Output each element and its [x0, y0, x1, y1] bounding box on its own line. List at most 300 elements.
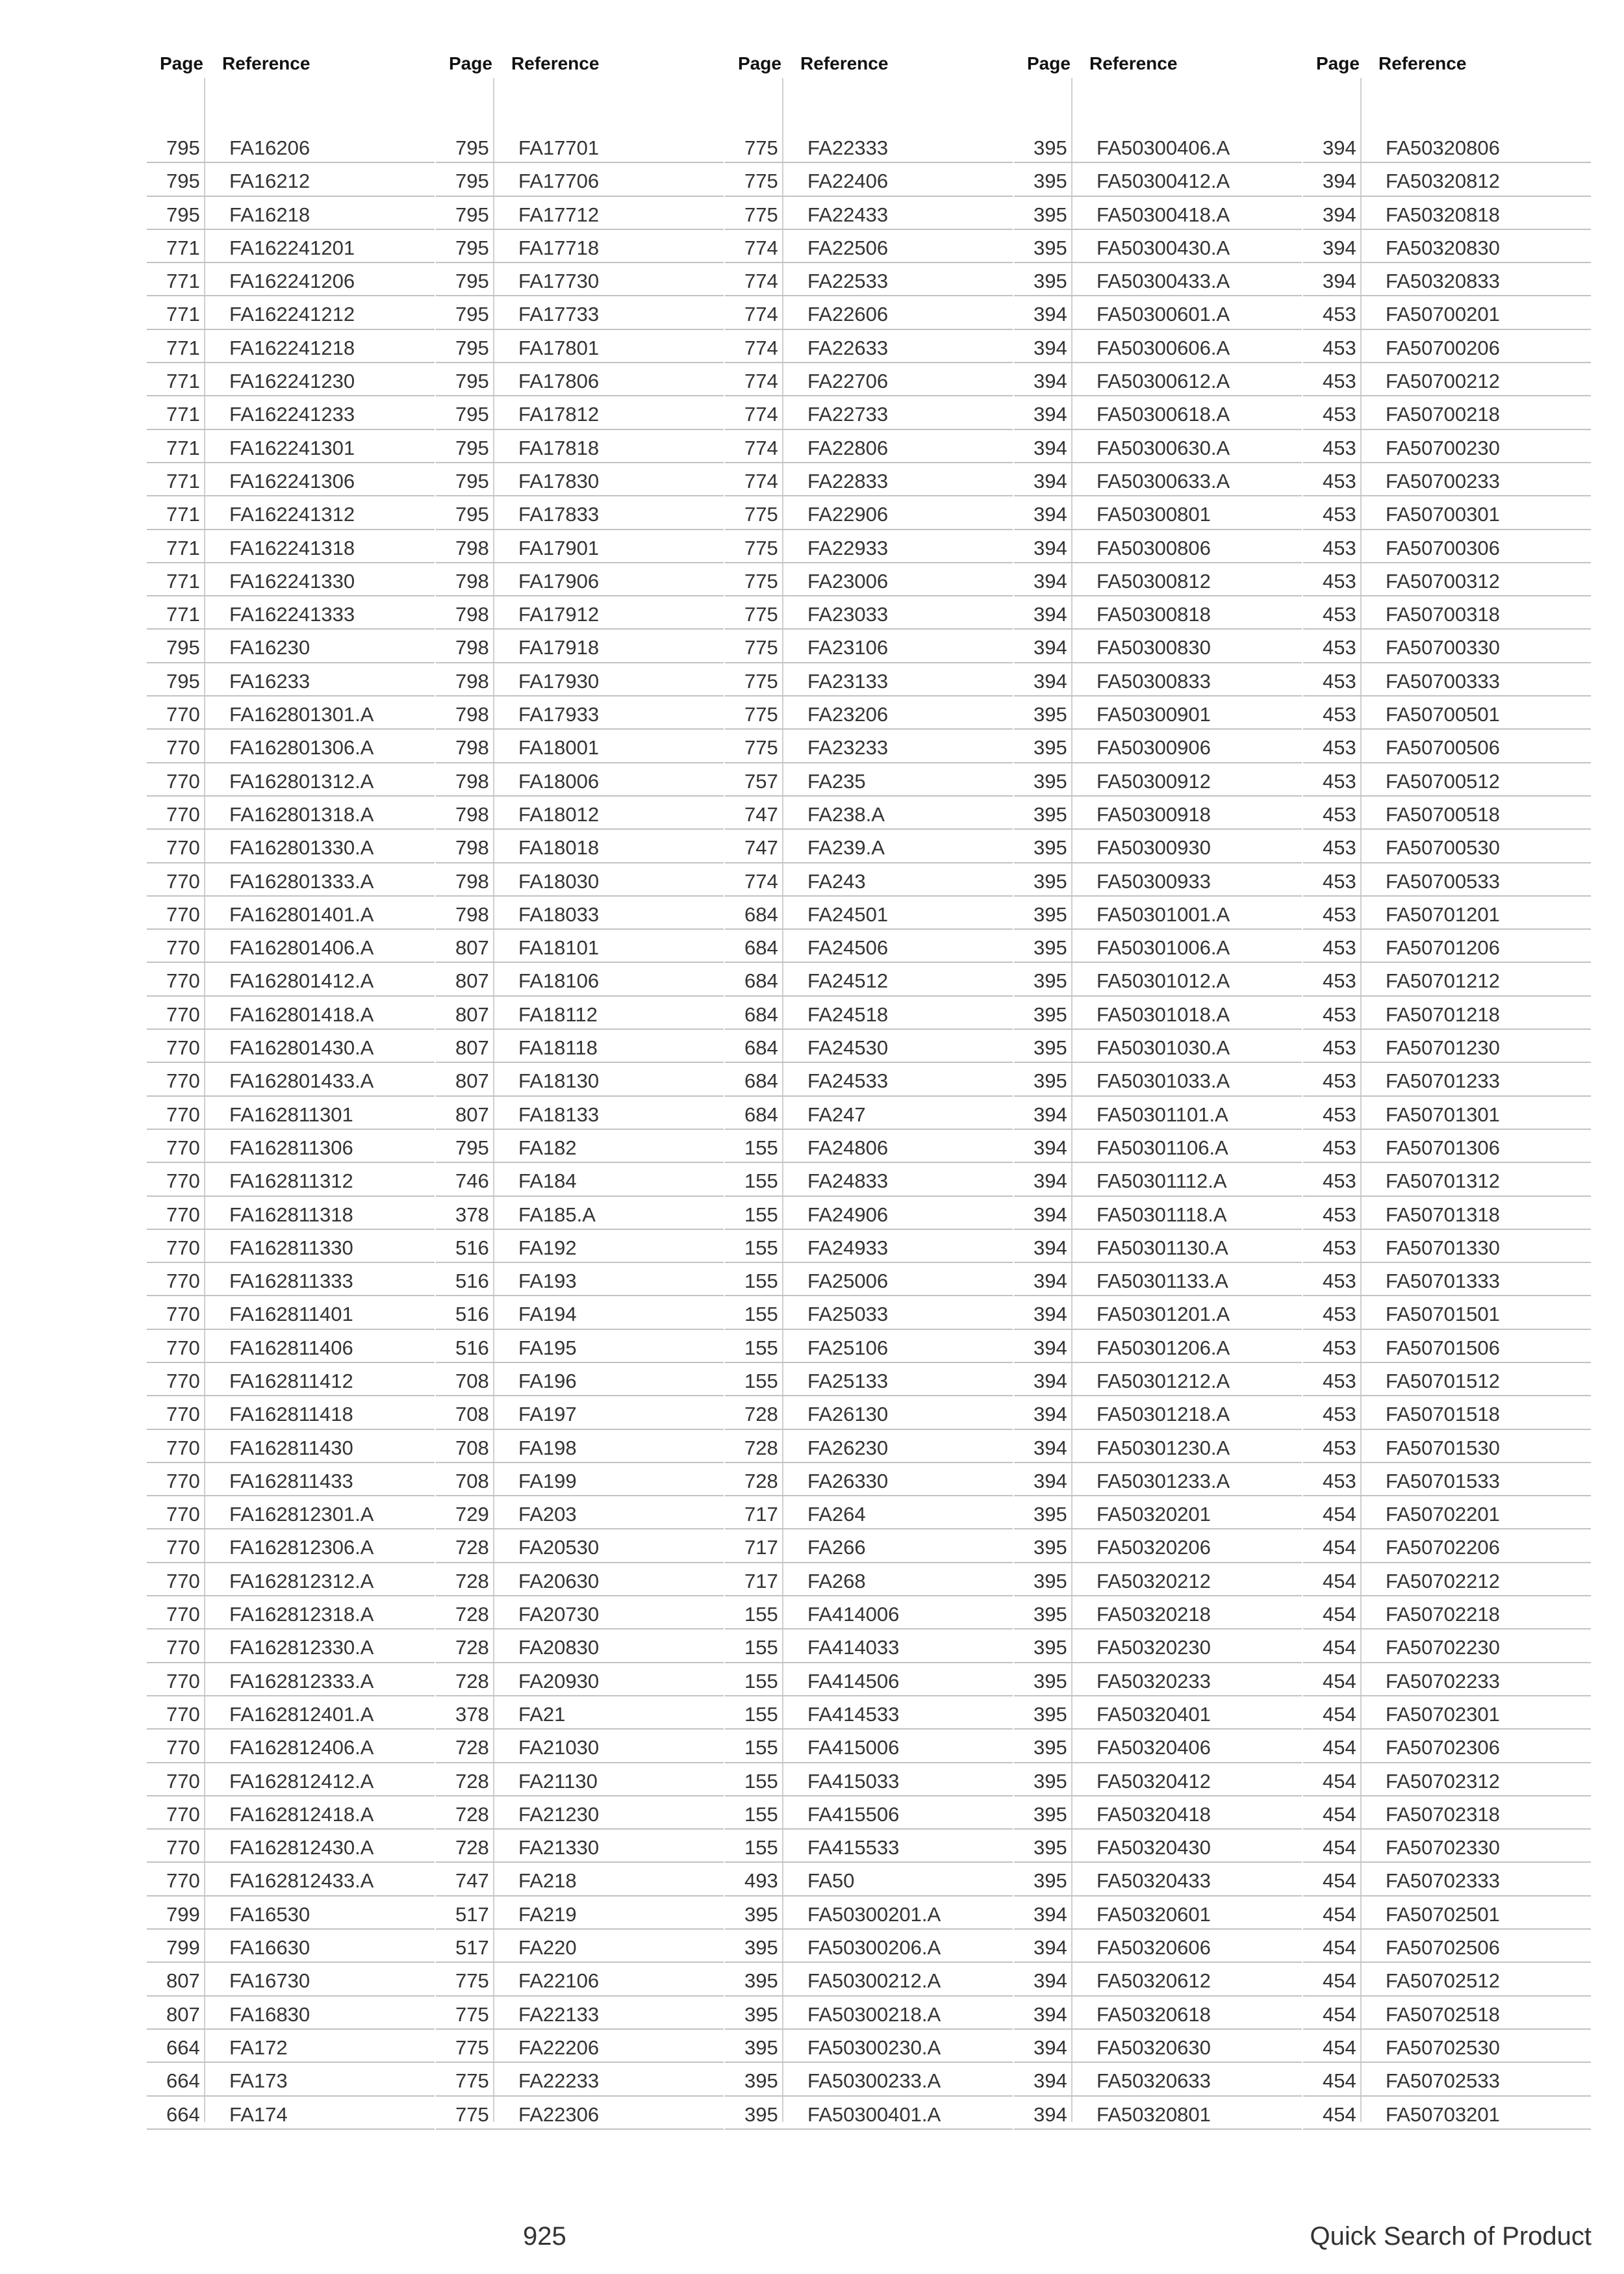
table-row	[1014, 2097, 1302, 2130]
table-row	[725, 1830, 1013, 1863]
page-cell: 770	[166, 1802, 200, 1826]
reference-cell: FA50301101.A	[1097, 1103, 1228, 1126]
page-cell: 395	[1034, 1036, 1067, 1060]
table-row	[1303, 163, 1591, 196]
table-row	[436, 797, 724, 830]
table-row	[436, 496, 724, 530]
page-cell: 770	[166, 1536, 200, 1559]
page-cell: 771	[166, 403, 200, 426]
table-row	[1014, 1963, 1302, 1996]
table-row	[147, 1063, 435, 1096]
table-row	[1014, 1263, 1302, 1296]
reference-cell: FA50702330	[1386, 1836, 1500, 1859]
table-row	[725, 396, 1013, 429]
page-cell: 453	[1323, 436, 1356, 459]
page-cell: 155	[744, 1203, 778, 1226]
page-column-header: Page	[1316, 53, 1360, 73]
table-row	[1014, 1730, 1302, 1763]
reference-cell: FA414533	[807, 1702, 900, 1726]
page-cell: 770	[166, 1036, 200, 1060]
reference-cell: FA17718	[518, 236, 600, 259]
page-cell: 795	[455, 469, 489, 492]
reference-cell: FA162812412.A	[229, 1769, 374, 1793]
table-row	[436, 930, 724, 963]
reference-cell: FA26330	[807, 1469, 889, 1492]
page-cell: 795	[455, 336, 489, 359]
table-row	[725, 830, 1013, 863]
page-cell: 798	[455, 536, 489, 559]
page-cell: 395	[1034, 902, 1067, 926]
page-cell: 747	[744, 836, 778, 860]
reference-cell: FA203	[518, 1503, 577, 1526]
page-cell: 774	[744, 236, 778, 259]
reference-cell: FA50702206	[1386, 1536, 1500, 1559]
reference-cell: FA162812406.A	[229, 1736, 374, 1759]
page-cell: 807	[455, 969, 489, 993]
reference-cell: FA23033	[807, 603, 889, 626]
column-header	[147, 53, 435, 79]
table-row	[1014, 630, 1302, 663]
page-cell: 717	[744, 1536, 778, 1559]
reference-cell: FA50300206.A	[807, 1936, 941, 1960]
page-cell: 795	[166, 203, 200, 226]
table-row	[725, 2097, 1013, 2130]
page-cell: 684	[744, 969, 778, 993]
reference-column-header: Reference	[1378, 53, 1467, 73]
page-cell: 395	[1034, 1603, 1067, 1626]
page-cell: 394	[1323, 270, 1356, 293]
page-cell: 775	[455, 2036, 489, 2059]
reference-cell: FA50700501	[1386, 703, 1500, 726]
table-row	[725, 663, 1013, 696]
reference-cell: FA50700230	[1386, 436, 1500, 459]
reference-cell: FA25106	[807, 1336, 889, 1359]
reference-cell: FA17812	[518, 403, 600, 426]
table-row	[1014, 396, 1302, 429]
reference-cell: FA24512	[807, 969, 889, 993]
page-cell: 770	[166, 1603, 200, 1626]
reference-cell: FA50300801	[1097, 503, 1211, 526]
reference-cell: FA22106	[518, 1969, 600, 1993]
table-row	[436, 1097, 724, 1130]
reference-cell: FA18001	[518, 736, 600, 760]
page-cell: 775	[744, 536, 778, 559]
reference-cell: FA50702318	[1386, 1802, 1500, 1826]
reference-cell: FA50320818	[1386, 203, 1500, 226]
page-cell: 770	[166, 736, 200, 760]
page-cell: 454	[1323, 1569, 1356, 1592]
page-cell: 453	[1323, 469, 1356, 492]
table-row	[1014, 1796, 1302, 1830]
reference-cell: FA23233	[807, 736, 889, 760]
page-cell: 774	[744, 336, 778, 359]
page-cell: 798	[455, 669, 489, 693]
table-row	[1303, 1097, 1591, 1130]
reference-cell: FA174	[229, 2102, 288, 2126]
reference-cell: FA17730	[518, 270, 600, 293]
table-row	[436, 1629, 724, 1663]
page-cell: 770	[166, 1736, 200, 1759]
reference-cell: FA197	[518, 1403, 577, 1426]
page-cell: 454	[1323, 1603, 1356, 1626]
reference-cell: FA22806	[807, 436, 889, 459]
reference-cell: FA50702218	[1386, 1603, 1500, 1626]
table-row	[725, 1063, 1013, 1096]
table-row	[1014, 1130, 1302, 1163]
page-cell: 799	[166, 1936, 200, 1960]
reference-cell: FA24933	[807, 1236, 889, 1259]
page-cell: 394	[1034, 1403, 1067, 1426]
page-cell: 394	[1034, 1469, 1067, 1492]
page-cell: 155	[744, 1836, 778, 1859]
table-row	[725, 730, 1013, 763]
page-cell: 453	[1323, 1103, 1356, 1126]
reference-cell: FA162812333.A	[229, 1669, 374, 1693]
page-cell: 770	[166, 1869, 200, 1893]
table-row	[147, 396, 435, 429]
reference-cell: FA162801301.A	[229, 703, 374, 726]
reference-cell: FA50300818	[1097, 603, 1211, 626]
column-header	[1014, 53, 1302, 79]
page-cell: 453	[1323, 802, 1356, 826]
reference-cell: FA26130	[807, 1403, 889, 1426]
reference-cell: FA50320801	[1097, 2102, 1211, 2126]
page-cell: 664	[166, 2036, 200, 2059]
table-row	[436, 630, 724, 663]
table-row	[147, 1730, 435, 1763]
index-column	[725, 0, 1013, 2209]
table-row	[1014, 1496, 1302, 1529]
table-row	[147, 2030, 435, 2063]
page-cell: 155	[744, 1270, 778, 1293]
table-row	[1303, 1696, 1591, 1730]
page-cell: 770	[166, 1136, 200, 1159]
table-row	[725, 1097, 1013, 1130]
table-row	[725, 963, 1013, 996]
reference-cell: FA415533	[807, 1836, 900, 1859]
table-row	[1014, 563, 1302, 596]
page-cell: 394	[1034, 603, 1067, 626]
table-row	[1303, 1230, 1591, 1263]
reference-cell: FA50	[807, 1869, 855, 1893]
reference-cell: FA162811333	[229, 1270, 353, 1293]
table-row	[147, 1763, 435, 1796]
page-cell: 155	[744, 1369, 778, 1392]
table-row	[1303, 1796, 1591, 1830]
reference-cell: FA50300218.A	[807, 2002, 941, 2026]
reference-cell: FA50320630	[1097, 2036, 1211, 2059]
table-row	[1014, 1563, 1302, 1596]
page-cell: 774	[744, 403, 778, 426]
table-row	[147, 797, 435, 830]
page-cell: 394	[1034, 569, 1067, 593]
reference-cell: FA50300930	[1097, 836, 1211, 860]
page-cell: 770	[166, 1669, 200, 1693]
page-cell: 394	[1034, 1136, 1067, 1159]
table-row	[1303, 1197, 1591, 1230]
reference-cell: FA50320612	[1097, 1969, 1211, 1993]
page-cell: 395	[1034, 836, 1067, 860]
table-row	[147, 463, 435, 496]
reference-cell: FA50301006.A	[1097, 936, 1230, 960]
reference-cell: FA21030	[518, 1736, 600, 1759]
reference-cell: FA50320806	[1386, 136, 1500, 159]
reference-cell: FA162801418.A	[229, 1003, 374, 1026]
reference-cell: FA50301230.A	[1097, 1436, 1230, 1459]
index-rows	[147, 130, 435, 2130]
page-cell: 453	[1323, 303, 1356, 326]
page-cell: 775	[744, 636, 778, 659]
reference-cell: FA50300606.A	[1097, 336, 1230, 359]
page-cell: 453	[1323, 1403, 1356, 1426]
table-row	[147, 696, 435, 730]
table-row	[725, 1663, 1013, 1696]
reference-cell: FA50301112.A	[1097, 1169, 1227, 1193]
page-cell: 394	[1034, 669, 1067, 693]
reference-cell: FA266	[807, 1536, 866, 1559]
reference-cell: FA162811330	[229, 1236, 353, 1259]
page-cell: 453	[1323, 1436, 1356, 1459]
page-cell: 155	[744, 1303, 778, 1326]
reference-cell: FA162811433	[229, 1469, 353, 1492]
reference-cell: FA50701306	[1386, 1136, 1500, 1159]
reference-cell: FA50300412.A	[1097, 170, 1230, 193]
page-cell: 155	[744, 1136, 778, 1159]
page-cell: 453	[1323, 1036, 1356, 1060]
reference-cell: FA17830	[518, 469, 600, 492]
table-row	[436, 1396, 724, 1429]
page-cell: 395	[1034, 1769, 1067, 1793]
page-cell: 795	[455, 236, 489, 259]
reference-cell: FA198	[518, 1436, 577, 1459]
index-rows	[725, 130, 1013, 2130]
table-row	[725, 1330, 1013, 1363]
reference-cell: FA162812330.A	[229, 1636, 374, 1659]
page-cell: 453	[1323, 769, 1356, 793]
table-row	[1014, 696, 1302, 730]
page-cell: 774	[744, 270, 778, 293]
table-row	[725, 1963, 1013, 1996]
table-row	[1014, 963, 1302, 996]
reference-cell: FA162241230	[229, 370, 355, 393]
table-row	[147, 1629, 435, 1663]
reference-cell: FA18033	[518, 902, 600, 926]
table-row	[147, 1130, 435, 1163]
page-cell: 798	[455, 802, 489, 826]
reference-cell: FA21	[518, 1702, 566, 1726]
page-cell: 378	[455, 1702, 489, 1726]
column-header	[436, 53, 724, 79]
table-row	[147, 1197, 435, 1230]
table-row	[436, 1663, 724, 1696]
table-row	[436, 1830, 724, 1863]
table-row	[147, 1997, 435, 2030]
page-cell: 454	[1323, 1636, 1356, 1659]
table-row	[147, 1796, 435, 1830]
table-row	[147, 363, 435, 396]
table-row	[147, 1363, 435, 1396]
page-cell: 770	[166, 703, 200, 726]
table-row	[1014, 730, 1302, 763]
page-cell: 728	[455, 1669, 489, 1693]
page-cell: 453	[1323, 1236, 1356, 1259]
table-row	[436, 963, 724, 996]
reference-cell: FA162801401.A	[229, 902, 374, 926]
reference-cell: FA235	[807, 769, 866, 793]
table-row	[1303, 797, 1591, 830]
table-row	[725, 363, 1013, 396]
table-row	[436, 1163, 724, 1196]
table-row	[1014, 596, 1302, 630]
page-cell: 807	[166, 1969, 200, 1993]
reference-cell: FA195	[518, 1336, 577, 1359]
table-row	[1303, 230, 1591, 263]
reference-cell: FA162811401	[229, 1303, 353, 1326]
table-row	[147, 1663, 435, 1696]
reference-cell: FA16206	[229, 136, 311, 159]
table-row	[1303, 1963, 1591, 1996]
page-cell: 395	[1034, 936, 1067, 960]
reference-cell: FA162812401.A	[229, 1702, 374, 1726]
page-cell: 798	[455, 569, 489, 593]
reference-cell: FA162241306	[229, 469, 355, 492]
reference-cell: FA50300418.A	[1097, 203, 1230, 226]
table-row	[1303, 1296, 1591, 1329]
page-cell: 453	[1323, 936, 1356, 960]
page-cell: 395	[744, 2102, 778, 2126]
reference-cell: FA50703201	[1386, 2102, 1500, 2126]
reference-cell: FA50701301	[1386, 1103, 1500, 1126]
reference-cell: FA22706	[807, 370, 889, 393]
page-cell: 771	[166, 503, 200, 526]
table-row	[1014, 1830, 1302, 1863]
reference-cell: FA25133	[807, 1369, 889, 1392]
table-row	[725, 163, 1013, 196]
page-cell: 771	[166, 536, 200, 559]
reference-cell: FA50701201	[1386, 902, 1500, 926]
table-row	[1303, 330, 1591, 363]
table-row	[147, 1396, 435, 1429]
table-row	[725, 496, 1013, 530]
table-row	[1014, 330, 1302, 363]
reference-cell: FA22733	[807, 403, 889, 426]
table-row	[725, 263, 1013, 296]
page-cell: 728	[455, 1536, 489, 1559]
page-cell: 394	[1323, 236, 1356, 259]
page-cell: 684	[744, 1003, 778, 1026]
table-row	[1303, 1363, 1591, 1396]
table-row	[725, 1997, 1013, 2030]
page-cell: 155	[744, 1802, 778, 1826]
page-cell: 394	[1034, 469, 1067, 492]
page-cell: 454	[1323, 2069, 1356, 2093]
table-row	[1303, 1763, 1591, 1796]
table-row	[1303, 1629, 1591, 1663]
reference-cell: FA162241212	[229, 303, 355, 326]
table-row	[147, 530, 435, 563]
page-cell: 453	[1323, 536, 1356, 559]
page-cell: 155	[744, 1603, 778, 1626]
reference-cell: FA50320412	[1097, 1769, 1211, 1793]
page-cell: 395	[1034, 1503, 1067, 1526]
page-cell: 394	[1034, 1902, 1067, 1926]
reference-cell: FA414006	[807, 1603, 900, 1626]
page-column-header: Page	[160, 53, 203, 73]
reference-cell: FA22206	[518, 2036, 600, 2059]
table-row	[436, 897, 724, 930]
page-cell: 708	[455, 1436, 489, 1459]
table-row	[1014, 830, 1302, 863]
reference-cell: FA50701206	[1386, 936, 1500, 960]
page-cell: 770	[166, 769, 200, 793]
reference-cell: FA18012	[518, 802, 600, 826]
reference-cell: FA162241233	[229, 403, 355, 426]
table-row	[725, 1496, 1013, 1529]
page-cell: 728	[455, 1603, 489, 1626]
table-row	[1014, 1763, 1302, 1796]
reference-cell: FA21130	[518, 1769, 598, 1793]
page-cell: 454	[1323, 2002, 1356, 2026]
table-row	[1303, 1163, 1591, 1196]
page-cell: 394	[1323, 136, 1356, 159]
page-cell: 775	[455, 2102, 489, 2126]
table-row	[725, 1363, 1013, 1396]
table-row	[436, 1030, 724, 1063]
page-cell: 395	[1034, 203, 1067, 226]
reference-cell: FA17806	[518, 370, 600, 393]
table-row	[1303, 130, 1591, 163]
reference-cell: FA50702212	[1386, 1569, 1500, 1592]
index-column	[1014, 0, 1302, 2209]
reference-cell: FA184	[518, 1169, 577, 1193]
column-header	[1303, 53, 1591, 79]
reference-cell: FA415033	[807, 1769, 900, 1793]
page-cell: 795	[166, 669, 200, 693]
table-row	[725, 330, 1013, 363]
reference-cell: FA18006	[518, 769, 600, 793]
page-cell: 771	[166, 603, 200, 626]
table-row	[1014, 463, 1302, 496]
reference-cell: FA162241201	[229, 236, 355, 259]
page-cell: 453	[1323, 370, 1356, 393]
reference-cell: FA220	[518, 1936, 577, 1960]
reference-cell: FA50300812	[1097, 569, 1211, 593]
reference-cell: FA50300212.A	[807, 1969, 941, 1993]
table-row	[436, 863, 724, 897]
reference-cell: FA50300233.A	[807, 2069, 941, 2093]
page-cell: 378	[455, 1203, 489, 1226]
table-row	[1303, 897, 1591, 930]
index-column	[1303, 0, 1591, 2209]
reference-cell: FA50701212	[1386, 969, 1500, 993]
reference-cell: FA50320833	[1386, 270, 1500, 293]
table-row	[1014, 1197, 1302, 1230]
page-cell: 155	[744, 1169, 778, 1193]
table-row	[1014, 197, 1302, 230]
reference-cell: FA162801433.A	[229, 1069, 374, 1093]
reference-cell: FA162812318.A	[229, 1603, 374, 1626]
page-cell: 395	[1034, 236, 1067, 259]
reference-cell: FA162812433.A	[229, 1869, 374, 1893]
reference-cell: FA18018	[518, 836, 600, 860]
page-cell: 453	[1323, 669, 1356, 693]
reference-cell: FA20530	[518, 1536, 600, 1559]
reference-cell: FA162811318	[229, 1203, 353, 1226]
page-cell: 453	[1323, 603, 1356, 626]
page-cell: 453	[1323, 1270, 1356, 1293]
table-row	[1014, 263, 1302, 296]
table-row	[147, 1863, 435, 1896]
